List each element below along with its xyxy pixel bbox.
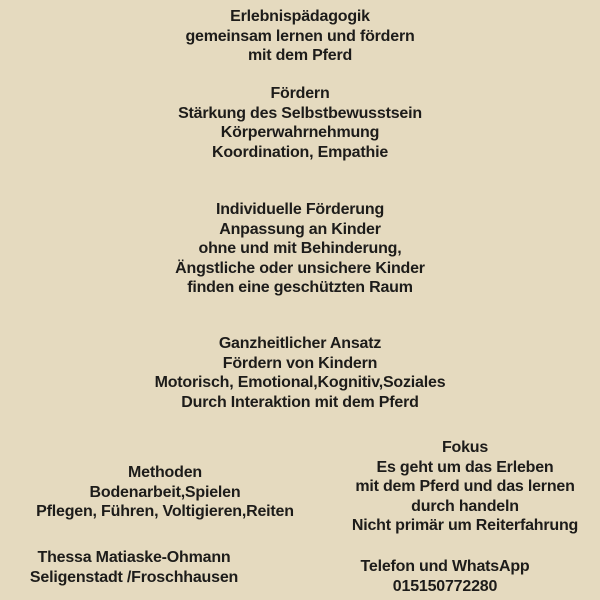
- ganzheitlich-text-line: Durch Interaktion mit dem Pferd: [181, 393, 419, 411]
- header-subtitle-line: mit dem Pferd: [247, 47, 353, 64]
- methoden-section: [20, 463, 310, 522]
- ganzheitlich-heading: Ganzheitlicher Ansatz: [218, 335, 382, 352]
- fokus-heading: Fokus: [441, 439, 489, 456]
- individuelle-foerderung-section: [0, 200, 600, 298]
- foerdern-heading: Fördern: [270, 85, 330, 102]
- individuelle-text-line: Anpassung an Kinder: [219, 220, 381, 238]
- phone-label: Telefon und WhatsApp: [360, 558, 530, 575]
- individuelle-text-line: ohne und mit Behinderung,: [198, 240, 402, 257]
- individuelle-text-line: finden eine geschützten Raum: [187, 279, 413, 296]
- header-subtitle-line: gemeinsam lernen und fördern: [185, 27, 415, 45]
- foerdern-text-line: Koordination, Empathie: [211, 143, 389, 161]
- contact-location: Seligenstadt /Froschhausen: [29, 568, 239, 586]
- individuelle-heading: Individuelle Förderung: [215, 201, 385, 218]
- contact-name-section: [28, 548, 240, 587]
- header-title-block: [0, 7, 600, 66]
- ganzheitlicher-ansatz-section: [0, 334, 600, 412]
- foerdern-section: [0, 84, 600, 162]
- fokus-text-line: mit dem Pferd und das lernen: [355, 478, 575, 495]
- fokus-text-line: Nicht primär um Reiterfahrung: [351, 517, 579, 534]
- methoden-text-line: Bodenarbeit,Spielen: [89, 483, 241, 501]
- foerdern-text-line: Stärkung des Selbstbewusstsein: [178, 104, 422, 122]
- phone-number: 015150772280: [392, 577, 498, 595]
- contact-person-name: Thessa Matiaske-Ohmann: [37, 549, 231, 566]
- ganzheitlich-text-line: Fördern von Kindern: [222, 354, 378, 372]
- fokus-text-line: Es geht um das Erleben: [376, 458, 554, 476]
- contact-phone-section: [345, 557, 545, 596]
- fokus-section: [340, 438, 590, 536]
- methoden-heading: Methoden: [128, 464, 202, 481]
- header-title-line: Erlebnispädagogik: [230, 8, 370, 25]
- ganzheitlich-text-line: Motorisch, Emotional,Kognitiv,Soziales: [154, 374, 446, 391]
- foerdern-text-line: Körperwahrnehmung: [220, 124, 380, 141]
- individuelle-text-line: Ängstliche oder unsichere Kinder: [175, 259, 425, 277]
- methoden-text-line: Pflegen, Führen, Voltigieren,Reiten: [36, 503, 294, 520]
- fokus-text-line: durch handeln: [411, 497, 519, 515]
